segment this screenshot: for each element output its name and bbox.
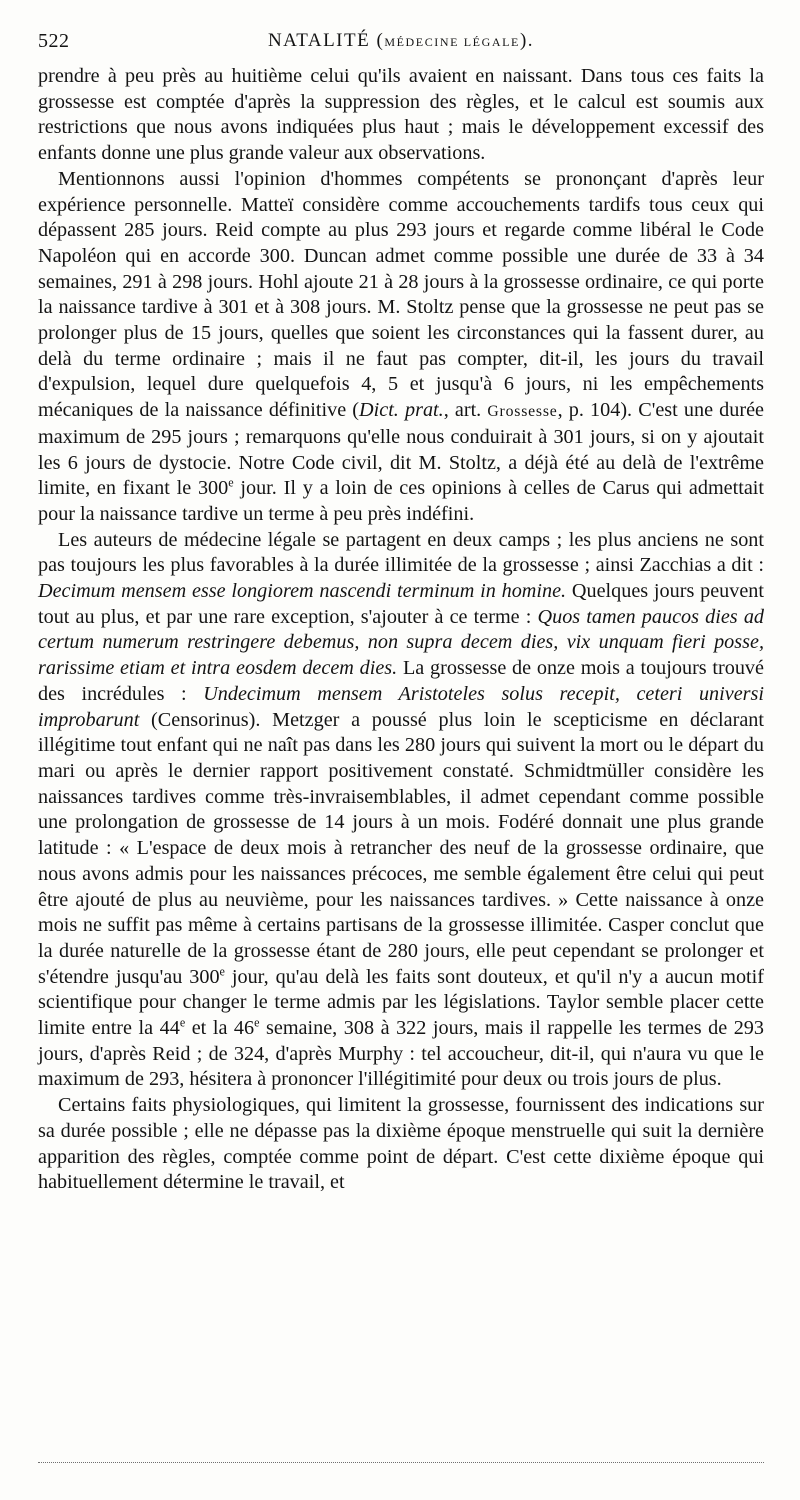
latin-quote: Decimum mensem esse longiorem nascendi terminum in homine. (38, 580, 567, 603)
citation-title: Dict. prat. (359, 399, 444, 422)
paragraph-physiological-facts (38, 1093, 764, 1196)
paragraph-text: jour, qu'au delà les faits sont douteux, et qu'il n'y a aucun motif scientifique pour changer le terme admis par les législations. Taylor semble placer cette limite entre la 44 (38, 965, 764, 1040)
ordinal-superscript: e (254, 1015, 260, 1030)
paragraph-text: (Censorinus). Metzger a poussé plus loin le scepticisme en déclarant illégitime tout enfant qui ne naît pas dans les 280 jours qui suivent la mort ou le départ du mari ou après le dernier rapport positivement constaté. Schmidtmüller considère les naissances tardives comme très-invraisemblables, il admet cependant comme possible une prolongation de grossesse de 14 jours à un mois. Fodéré donnait une plus grande latitude : « L'espace de deux mois à retrancher des neuf de la grossesse ordinaire, que nous avons admis pour les naissances précoces, me semble également être celui qui peut être ajouté de plus au neuvième, pour les naissances tardives. » Cette naissance à onze mois ne suffit pas même à certains partisans de la grossesse illimitée. Casper conclut que la durée naturelle de la grossesse étant de 280 jours, elle peut cependant se prolonger et s'étendre jusqu'au 300 (38, 708, 764, 988)
citation-article: Grossesse (487, 403, 558, 421)
paragraph-text: Quelques jours peuvent tout au plus, et par une rare exception, s'ajouter à ce terme : (38, 580, 765, 628)
page-number: 522 (38, 30, 70, 52)
paragraph-text: , p. 104). C'est une durée maximum de 295 jours ; remarquons qu'elle nous conduirait à 301 jours, si on y ajoutait les 6 jours de dystocie. Notre Code civil, dit M. Stoltz, a déjà été au delà de l'extrême limite, en fixant le 300 (38, 399, 765, 500)
paragraph-text: Mentionnons aussi l'opinion d'hommes compétents se prononçant d'après leur expérience personnelle. Matteï considère comme accouchements tardifs tous ceux qui dépassent 285 jours. Reid compte au plus 293 jours et regarde comme libéral le Code Napoléon qui en accorde 300. Duncan admet comme possible une durée de 33 à 34 semaines, 291 à 298 jours. Hohl ajoute 21 à 28 jours à la grossesse ordinaire, ce qui porte la naissance tardive à 301 et à 308 jours. M. Stoltz pense que la grossesse ne peut pas se prolonger plus de 15 jours, quelles que soient les circonstances qui la fassent durer, au delà du terme ordinaire ; mais il ne faut pas compter, dit-il, les jours du travail d'expulsion, lequel dure quelquefois 4, 5 et jusqu'à 6 jours, ni les empêchements mécaniques de la naissance définitive ( (38, 167, 764, 422)
body-text (38, 64, 764, 1196)
ordinal-superscript: e (179, 1015, 186, 1030)
paragraph-text: Certains faits physiologiques, qui limitent la grossesse, fournissent des indications sur sa durée possible ; elle ne dépasse pas la dixième époque menstruelle qui suit la dernière apparition des règles, comptée comme point de départ. C'est cette dixième époque qui habituellement détermine le travail, et (38, 1094, 764, 1194)
latin-quote: Undecimum mensem Aristoteles solus recepit, ceteri universi improbarunt (38, 682, 764, 731)
paragraph-text: et la 46 (185, 1017, 255, 1040)
running-title (38, 30, 764, 52)
ordinal-superscript: e (228, 475, 234, 490)
paragraph-text: semaine, 308 à 322 jours, mais il rappelle les termes de 293 jours, d'après Reid ; de 324, d'après Murphy : tel accoucheur, dit-il, qui n'aura vu que le maximum de 293, hésitera à prononcer l'illégitimité pour deux ou trois jours de plus. (38, 1017, 764, 1091)
paragraph-legal-medicine-authors (38, 528, 764, 1093)
paragraph-text: Les auteurs de médecine légale se partagent en deux camps ; les plus anciens ne sont pas toujours les plus favorables à la durée illimitée de la grossesse ; ainsi Zacchias a dit : (38, 528, 764, 577)
running-header (38, 30, 764, 62)
paragraph-text: jour. Il y a loin de ces opinions à celles de Carus qui admettait pour la naissance tardive un terme à peu près indéfini. (38, 477, 765, 525)
paragraph-text: , art. (443, 399, 488, 422)
latin-quote: Quos tamen paucos dies ad certum numerum restringere debemus, non supra decem dies, vix unquam fieri posse, rarissime etiam et intra eosdem decem dies. (38, 605, 765, 680)
paragraph-continuation (38, 64, 764, 167)
footer-dotted-rule (38, 1462, 764, 1463)
running-title-main: NATALITÉ ( (267, 30, 385, 51)
paragraph-expert-opinions (38, 167, 764, 528)
paragraph-text: prendre à peu près au huitième celui qu'ils avaient en naissant. Dans tous ces faits la grossesse est comptée d'après la suppression des règles, et le calcul est soumis aux restrictions que nous avons indiquées plus haut ; mais le développement excessif des enfants donne une plus grande valeur aux observations. (38, 65, 764, 165)
ordinal-superscript: e (219, 963, 225, 978)
running-title-subtitle: MÉDECINE LÉGALE (384, 35, 520, 49)
running-title-close: ). (519, 30, 535, 51)
paragraph-text: La grossesse de onze mois a toujours trouvé des incrédules : (38, 657, 764, 705)
